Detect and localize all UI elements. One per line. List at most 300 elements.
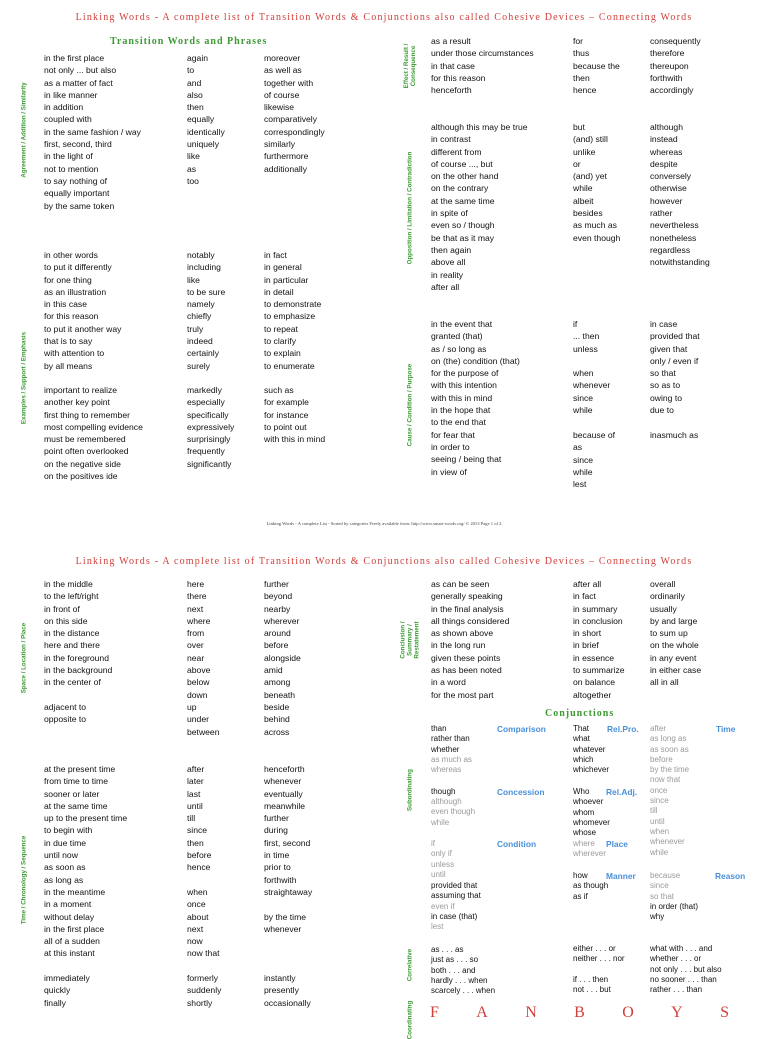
list-item: furthermore bbox=[264, 151, 309, 162]
list-item: from time to time bbox=[44, 776, 108, 787]
list-item: although bbox=[650, 122, 683, 132]
list-item: during bbox=[264, 825, 288, 836]
list-item: owing to bbox=[650, 392, 683, 403]
list-item: whereas bbox=[650, 146, 683, 157]
list-item: which bbox=[573, 754, 594, 764]
agreement-column-3 bbox=[264, 52, 325, 175]
page-1-header: Linking Words - A complete list of Transition Words & Conjunctions also called Cohesive Devices – Connecting Words bbox=[75, 12, 693, 23]
page-footer: Linking Words - A complete List - Sorted by categories Freely available from: http://www.smart-words.org/ © 2013 Page 1 of 2 bbox=[266, 521, 502, 526]
list-item: as has been noted bbox=[431, 665, 502, 676]
list-item: notwithstanding bbox=[650, 257, 710, 268]
list-item: thereupon bbox=[650, 60, 689, 71]
space-column-3 bbox=[264, 578, 301, 738]
list-item: although bbox=[431, 797, 462, 806]
list-item: frequently bbox=[187, 446, 225, 457]
list-item: where bbox=[573, 839, 595, 848]
list-item: immediately bbox=[44, 973, 90, 983]
list-item: without delay bbox=[44, 911, 95, 922]
list-item: beside bbox=[264, 701, 290, 712]
list-item: for one thing bbox=[44, 274, 92, 285]
list-item: then again bbox=[431, 244, 472, 255]
list-item: for bbox=[573, 36, 584, 46]
list-item: on the whole bbox=[650, 640, 699, 651]
list-item: henceforth bbox=[431, 85, 472, 96]
list-item: altogether bbox=[573, 689, 612, 700]
list-item: in the same fashion / way bbox=[44, 126, 141, 137]
list-item: equally bbox=[187, 114, 215, 125]
list-item: with this in mind bbox=[431, 392, 493, 403]
list-item: generally speaking bbox=[431, 591, 503, 602]
list-item bbox=[573, 965, 625, 975]
list-item: to the end that bbox=[431, 417, 486, 428]
list-item: like bbox=[187, 151, 200, 162]
list-item: (and) still bbox=[573, 134, 608, 145]
list-item: first, second, third bbox=[44, 139, 112, 150]
list-item: as / so long as bbox=[431, 343, 487, 354]
list-item: most compelling evidence bbox=[44, 421, 143, 432]
list-item: whom bbox=[573, 807, 595, 817]
list-item: and bbox=[187, 77, 202, 88]
reason-list bbox=[650, 902, 698, 923]
list-item: since bbox=[573, 392, 594, 403]
list-item: before bbox=[650, 754, 673, 764]
list-item: as bbox=[573, 442, 583, 453]
list-item: namely bbox=[187, 299, 215, 310]
list-item: to enumerate bbox=[264, 360, 315, 371]
time-column-2 bbox=[187, 763, 220, 960]
list-item: in order to bbox=[431, 441, 470, 452]
list-item: (and) yet bbox=[573, 171, 607, 182]
cause-column-2c bbox=[573, 429, 615, 490]
list-item: by the time bbox=[650, 765, 690, 775]
reladj-label: Rel.Adj. bbox=[606, 787, 638, 797]
list-item: to be sure bbox=[187, 286, 226, 297]
list-item: before bbox=[187, 850, 212, 861]
list-item: presently bbox=[264, 985, 299, 996]
list-item: as long as bbox=[44, 874, 84, 885]
list-item: if . . . then bbox=[573, 974, 609, 984]
list-item: in detail bbox=[264, 286, 294, 297]
list-item: correspondingly bbox=[264, 126, 325, 137]
conclusion-column-1 bbox=[431, 578, 509, 701]
list-item: all of a sudden bbox=[44, 936, 100, 947]
list-item: to explain bbox=[264, 348, 301, 359]
correlative-column-1 bbox=[431, 944, 495, 995]
list-item: as shown above bbox=[431, 628, 494, 639]
list-item: only / even if bbox=[650, 355, 699, 366]
list-item: so that bbox=[650, 368, 676, 379]
list-item: as though bbox=[573, 881, 609, 891]
list-item: with this intention bbox=[431, 380, 497, 391]
conclusion-column-2 bbox=[573, 578, 625, 701]
list-item: to say nothing of bbox=[44, 175, 108, 186]
list-item: in any event bbox=[650, 652, 697, 663]
list-item: not only ... but also bbox=[44, 65, 117, 76]
list-item: to the left/right bbox=[44, 591, 99, 602]
correlative-column-2 bbox=[573, 944, 625, 995]
list-item: whether bbox=[431, 744, 460, 754]
examples-column-1b bbox=[44, 384, 143, 482]
list-item: once bbox=[650, 785, 668, 795]
list-item: or bbox=[573, 158, 581, 169]
list-item: because the bbox=[573, 60, 620, 71]
list-item: whenever bbox=[573, 380, 611, 391]
category-label-coordinating: Coordinating bbox=[406, 1000, 414, 1039]
list-item: amid bbox=[264, 665, 283, 676]
list-item: as much as bbox=[431, 755, 472, 764]
list-item: meanwhile bbox=[264, 800, 306, 811]
place-list-gray bbox=[573, 839, 606, 860]
list-item: in general bbox=[264, 262, 302, 273]
list-item: on the contrary bbox=[431, 183, 489, 194]
list-item: uniquely bbox=[187, 139, 220, 150]
list-item: only if bbox=[431, 849, 452, 859]
list-item: as much as bbox=[573, 220, 617, 231]
list-item: whereas bbox=[431, 765, 462, 775]
list-item: otherwise bbox=[650, 183, 687, 194]
list-item: whenever bbox=[264, 923, 302, 934]
list-item: rather . . . than bbox=[650, 985, 703, 995]
list-item: even if bbox=[431, 902, 455, 911]
list-item: since bbox=[650, 796, 669, 806]
list-item: in essence bbox=[573, 652, 615, 663]
list-item: now that bbox=[650, 775, 681, 785]
list-item: in the center of bbox=[44, 677, 101, 688]
list-item: to emphasize bbox=[264, 311, 316, 322]
list-item: for the most part bbox=[431, 689, 494, 700]
list-item: there bbox=[187, 591, 207, 602]
list-item: as . . . as bbox=[431, 945, 464, 954]
list-item: to point out bbox=[264, 421, 307, 432]
list-item: prior to bbox=[264, 862, 291, 873]
list-item: what bbox=[573, 734, 590, 744]
list-item: such as bbox=[264, 385, 294, 395]
list-item: whomever bbox=[573, 817, 610, 827]
list-item: even though bbox=[431, 807, 476, 817]
list-item: just as . . . so bbox=[431, 955, 479, 965]
list-item: even though bbox=[573, 232, 621, 243]
category-label-conclusion: Conclusion / Summary / Restatement bbox=[399, 621, 421, 659]
list-item: though bbox=[431, 787, 456, 796]
list-item: in time bbox=[264, 850, 290, 861]
list-item: accordingly bbox=[650, 85, 694, 96]
list-item: if bbox=[573, 319, 578, 329]
list-item: besides bbox=[573, 208, 603, 219]
list-item: in front of bbox=[44, 603, 80, 614]
list-item: beneath bbox=[264, 689, 296, 700]
list-item: in view of bbox=[431, 466, 467, 477]
list-item: as can be seen bbox=[431, 579, 490, 589]
concession-label: Concession bbox=[497, 787, 545, 797]
list-item: whether . . . or bbox=[650, 954, 702, 964]
list-item: again bbox=[187, 53, 209, 63]
list-item: when bbox=[187, 886, 208, 897]
list-item: hence bbox=[573, 85, 597, 96]
time-conj-list-gray bbox=[650, 724, 689, 858]
list-item: different from bbox=[431, 146, 482, 157]
list-item: here bbox=[187, 579, 205, 589]
list-item: whatever bbox=[573, 744, 606, 754]
opposition-column-1 bbox=[431, 121, 528, 293]
list-item: above all bbox=[431, 257, 466, 268]
list-item: including bbox=[187, 262, 221, 273]
list-item: how bbox=[573, 871, 588, 880]
list-item: alongside bbox=[264, 652, 301, 663]
list-item: for this reason bbox=[431, 72, 486, 83]
page-2-header: Linking Words - A complete list of Transition Words & Conjunctions also called Cohesive Devices – Connecting Words bbox=[75, 556, 693, 567]
list-item: truly bbox=[187, 323, 204, 334]
agreement-column-2 bbox=[187, 52, 225, 187]
list-item: whenever bbox=[264, 776, 302, 787]
list-item: point often overlooked bbox=[44, 446, 129, 457]
comparison-label: Comparison bbox=[497, 724, 546, 734]
condition-list-gray-3 bbox=[431, 922, 443, 932]
list-item: then bbox=[573, 72, 590, 83]
list-item: up to the present time bbox=[44, 813, 128, 824]
list-item bbox=[264, 898, 312, 910]
list-item: in due time bbox=[44, 837, 87, 848]
list-item: that is to say bbox=[44, 336, 93, 347]
category-label-correlative: Correlative bbox=[406, 948, 414, 982]
list-item: markedly bbox=[187, 385, 222, 395]
list-item: on this side bbox=[44, 615, 88, 626]
list-item: in case (that) bbox=[431, 912, 478, 921]
list-item: shortly bbox=[187, 997, 213, 1008]
list-item: since bbox=[187, 825, 208, 836]
list-item: in reality bbox=[431, 269, 463, 280]
list-item: in that case bbox=[431, 60, 475, 71]
list-item: to put it differently bbox=[44, 262, 112, 273]
list-item: eventually bbox=[264, 788, 303, 799]
manner-label: Manner bbox=[606, 871, 636, 881]
agreement-column-1 bbox=[44, 52, 141, 212]
list-item: ordinarily bbox=[650, 591, 685, 602]
list-item: on the positives ide bbox=[44, 471, 118, 482]
list-item: in addition bbox=[44, 102, 84, 113]
list-item: as soon as bbox=[44, 862, 86, 873]
list-item: for this reason bbox=[44, 311, 99, 322]
list-item: notably bbox=[187, 250, 215, 260]
list-item: what with . . . and bbox=[650, 944, 713, 953]
list-item: on the negative side bbox=[44, 458, 121, 469]
category-label-space: Space / Location / Place bbox=[20, 622, 28, 694]
list-item: further bbox=[264, 813, 289, 824]
list-item: in the meantime bbox=[44, 886, 106, 897]
category-label-effect: Effect / Result / Consequence bbox=[403, 43, 417, 89]
list-item: before bbox=[264, 640, 289, 651]
list-item: important to realize bbox=[44, 385, 118, 395]
list-item: behind bbox=[264, 714, 290, 725]
list-item: because of bbox=[573, 430, 616, 440]
list-item: however bbox=[650, 195, 683, 206]
list-item: to begin with bbox=[44, 825, 93, 836]
list-item: last bbox=[187, 788, 201, 799]
list-item: to bbox=[187, 65, 195, 76]
list-item: till bbox=[187, 813, 196, 824]
list-item: then bbox=[187, 102, 204, 113]
list-item: forthwith bbox=[650, 72, 683, 83]
list-item: in the middle bbox=[44, 579, 93, 589]
relpro-label: Rel.Pro. bbox=[607, 724, 639, 734]
list-item: ... then bbox=[573, 331, 600, 342]
list-item: as well as bbox=[264, 65, 302, 76]
list-item: while bbox=[573, 404, 593, 415]
list-item: in fact bbox=[264, 250, 287, 260]
effect-column-3 bbox=[650, 35, 701, 96]
list-item: hardly . . . when bbox=[431, 975, 488, 985]
list-item: to clarify bbox=[264, 336, 296, 347]
list-item: in summary bbox=[573, 603, 618, 614]
list-item: from bbox=[187, 628, 205, 639]
list-item: in case bbox=[650, 319, 678, 329]
list-item: after all bbox=[573, 579, 602, 589]
list-item: instantly bbox=[264, 973, 296, 983]
list-item: in short bbox=[573, 628, 602, 639]
list-item: lest bbox=[573, 479, 587, 490]
list-item: given these points bbox=[431, 652, 501, 663]
list-item: at the same time bbox=[44, 800, 108, 811]
list-item: opposite to bbox=[44, 714, 87, 725]
list-item: under those circumstances bbox=[431, 48, 534, 59]
list-item: in the first place bbox=[44, 53, 105, 63]
comparison-list bbox=[431, 724, 470, 755]
list-item: as an illustration bbox=[44, 286, 107, 297]
list-item: provided that bbox=[431, 881, 478, 890]
list-item: indeed bbox=[187, 336, 213, 347]
list-item: to demonstrate bbox=[264, 299, 322, 310]
list-item: between bbox=[187, 726, 220, 737]
list-item: both . . . and bbox=[431, 965, 476, 975]
list-item: first, second bbox=[264, 837, 311, 848]
fanboys-letter: O bbox=[622, 1004, 635, 1021]
examples-column-1a bbox=[44, 249, 121, 372]
list-item: rather bbox=[650, 208, 673, 219]
list-item: beyond bbox=[264, 591, 293, 602]
list-item: usually bbox=[650, 603, 677, 614]
list-item: no sooner . . . than bbox=[650, 974, 717, 984]
list-item: identically bbox=[187, 126, 225, 137]
list-item: since bbox=[650, 881, 669, 891]
list-item: nevertheless bbox=[650, 220, 699, 231]
list-item: on balance bbox=[573, 677, 616, 688]
list-item: not only . . . but also bbox=[650, 964, 722, 974]
list-item: in the final analysis bbox=[431, 603, 504, 614]
opposition-column-2 bbox=[573, 121, 620, 244]
list-item: forthwith bbox=[264, 874, 297, 885]
list-item: in conclusion bbox=[573, 615, 623, 626]
list-item: moreover bbox=[264, 53, 301, 63]
list-item: in spite of bbox=[431, 208, 468, 219]
category-label-cause: Cause / Condition / Purpose bbox=[406, 363, 414, 447]
list-item: to repeat bbox=[264, 323, 298, 334]
list-item: until bbox=[431, 869, 446, 879]
list-item: neither . . . nor bbox=[573, 954, 625, 964]
list-item: of course bbox=[264, 89, 300, 100]
list-item bbox=[44, 689, 112, 701]
space-column-2 bbox=[187, 578, 220, 738]
list-item: down bbox=[187, 689, 208, 700]
list-item: to put it another way bbox=[44, 323, 122, 334]
list-item: unlike bbox=[573, 146, 596, 157]
effect-column-2 bbox=[573, 35, 620, 96]
list-item: unless bbox=[573, 343, 598, 354]
list-item: granted (that) bbox=[431, 331, 483, 342]
list-item: together with bbox=[264, 77, 314, 88]
list-item: seeing / being that bbox=[431, 454, 502, 465]
cause-column-2b bbox=[573, 367, 610, 416]
list-item: in the foreground bbox=[44, 652, 109, 663]
list-item: given that bbox=[650, 343, 688, 354]
cause-column-3a bbox=[650, 318, 700, 416]
list-item: across bbox=[264, 726, 290, 737]
list-item: about bbox=[187, 911, 209, 922]
list-item: at this instant bbox=[44, 948, 95, 959]
list-item: whichever bbox=[573, 765, 610, 775]
relpro-list bbox=[573, 724, 609, 775]
list-item: surely bbox=[187, 360, 210, 371]
list-item: albeit bbox=[573, 195, 594, 206]
list-item: with attention to bbox=[44, 348, 105, 359]
time-column-1b bbox=[44, 972, 90, 1009]
list-item: in the light of bbox=[44, 151, 93, 162]
list-item: similarly bbox=[264, 139, 296, 150]
list-item: while bbox=[573, 466, 593, 477]
condition-list-gray-1 bbox=[431, 839, 454, 880]
list-item: in the first place bbox=[44, 923, 105, 934]
list-item: whoever bbox=[573, 797, 604, 807]
list-item: first thing to remember bbox=[44, 409, 130, 420]
time-column-2b bbox=[187, 972, 221, 1009]
list-item: as long as bbox=[650, 734, 687, 744]
list-item: as soon as bbox=[650, 744, 689, 754]
fanboys-letter: S bbox=[720, 1004, 730, 1021]
fanboys-letter: B bbox=[574, 1004, 586, 1021]
concession-list-gray bbox=[431, 797, 475, 828]
list-item: additionally bbox=[264, 163, 307, 174]
condition-list bbox=[431, 881, 481, 902]
list-item: equally important bbox=[44, 188, 110, 199]
reason-list-gray bbox=[650, 871, 680, 902]
list-item: thus bbox=[573, 48, 590, 59]
list-item: regardless bbox=[650, 244, 691, 255]
list-item: until now bbox=[44, 850, 78, 861]
condition-list-2 bbox=[431, 912, 477, 922]
list-item: assuming that bbox=[431, 891, 481, 901]
list-item: chiefly bbox=[187, 311, 212, 322]
list-item: at the present time bbox=[44, 764, 116, 774]
list-item: occasionally bbox=[264, 997, 311, 1008]
list-item: until bbox=[187, 800, 203, 811]
category-label-opposition: Opposition / Limitation / Contradiction bbox=[406, 151, 414, 265]
list-item: by the same token bbox=[44, 200, 115, 211]
list-item: finally bbox=[44, 997, 66, 1008]
list-item: as a result bbox=[431, 36, 471, 46]
list-item: over bbox=[187, 640, 204, 651]
list-item: Who bbox=[573, 787, 590, 796]
list-item: as a matter of fact bbox=[44, 77, 113, 88]
list-item: in the background bbox=[44, 665, 113, 676]
examples-column-3a bbox=[264, 249, 321, 372]
list-item: on the other hand bbox=[431, 171, 499, 182]
list-item: here and there bbox=[44, 640, 100, 651]
transition-words-title: Transition Words and Phrases bbox=[110, 36, 268, 47]
time-column-1 bbox=[44, 763, 127, 960]
category-label-time: Time / Chronology / Sequence bbox=[20, 835, 28, 925]
list-item: suddenly bbox=[187, 985, 222, 996]
list-item: so as to bbox=[650, 380, 681, 391]
list-item: in the long run bbox=[431, 640, 486, 651]
comparison-list-gray bbox=[431, 755, 472, 776]
